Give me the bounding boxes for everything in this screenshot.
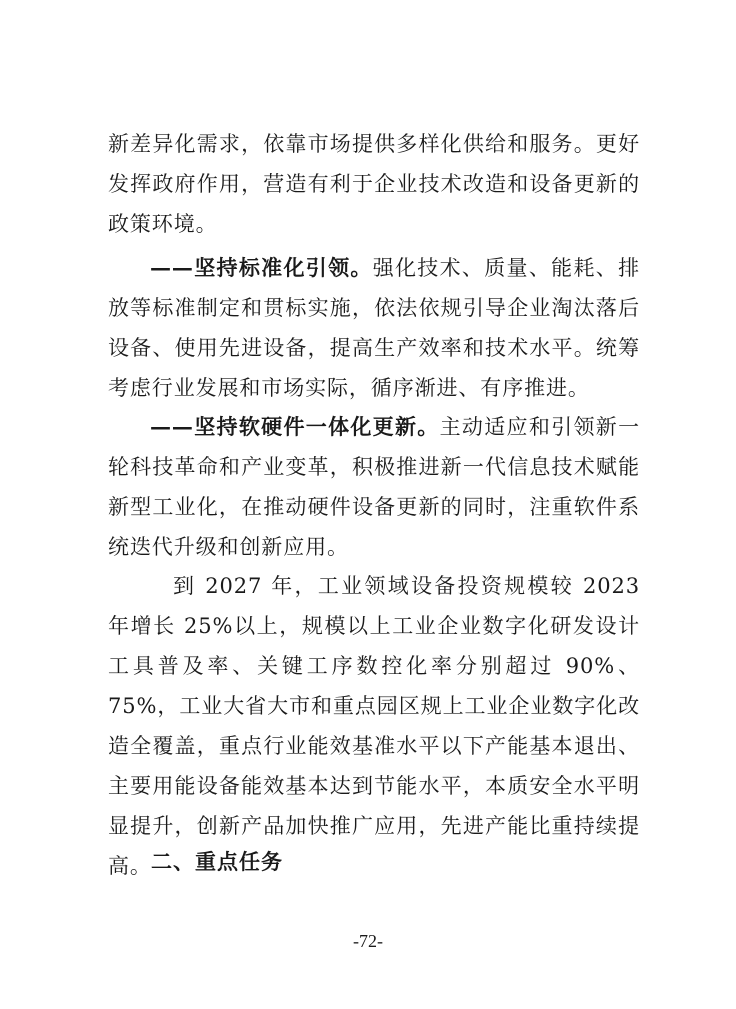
section-heading-key-tasks: 二、重点任务: [151, 850, 283, 874]
paragraph-2027-targets: 到 2027 年，工业领域设备投资规模较 2023 年增长 25%以上，规模以上工业企业数字化研发设计工具普及率、关键工序数控化率分别超过 90%、75%，工业大省大市和重点园区规上工业企业数字化改造全覆盖，重点行业能效基准水平以下产能基本退出、主要用能设备能效基本达到节能水平，本质安全水平明显提升，创新产品加快推广应用，先进产能比重持续提高。: [108, 574, 640, 878]
principle-body-software-hardware: 主动适应和引领新一轮科技革命和产业变革，积极推进新一代信息技术赋能新型工业化，在推动硬件设备更新的同时，注重软件系统迭代升级和创新应用。: [108, 415, 640, 559]
principle-body-standardization: 强化技术、质量、能耗、排放等标准制定和贯标实施，依法依规引导企业淘汰落后设备、使用先进设备，提高生产效率和技术水平。统筹考虑行业发展和市场实际，循序渐进、有序推进。: [108, 256, 640, 400]
paragraph-standardization-principle: [108, 248, 640, 408]
principle-title-standardization: ——坚持标准化引领。: [150, 255, 373, 280]
page-number: -72-: [353, 931, 383, 951]
principle-title-software-hardware: ——坚持软硬件一体化更新。: [150, 414, 440, 439]
paragraph-software-hardware-principle: [108, 407, 640, 567]
paragraph-policy-environment: 新差异化需求，依靠市场提供多样化供给和服务。更好发挥政府作用，营造有利于企业技术改造和设备更新的政策环境。: [108, 132, 640, 236]
